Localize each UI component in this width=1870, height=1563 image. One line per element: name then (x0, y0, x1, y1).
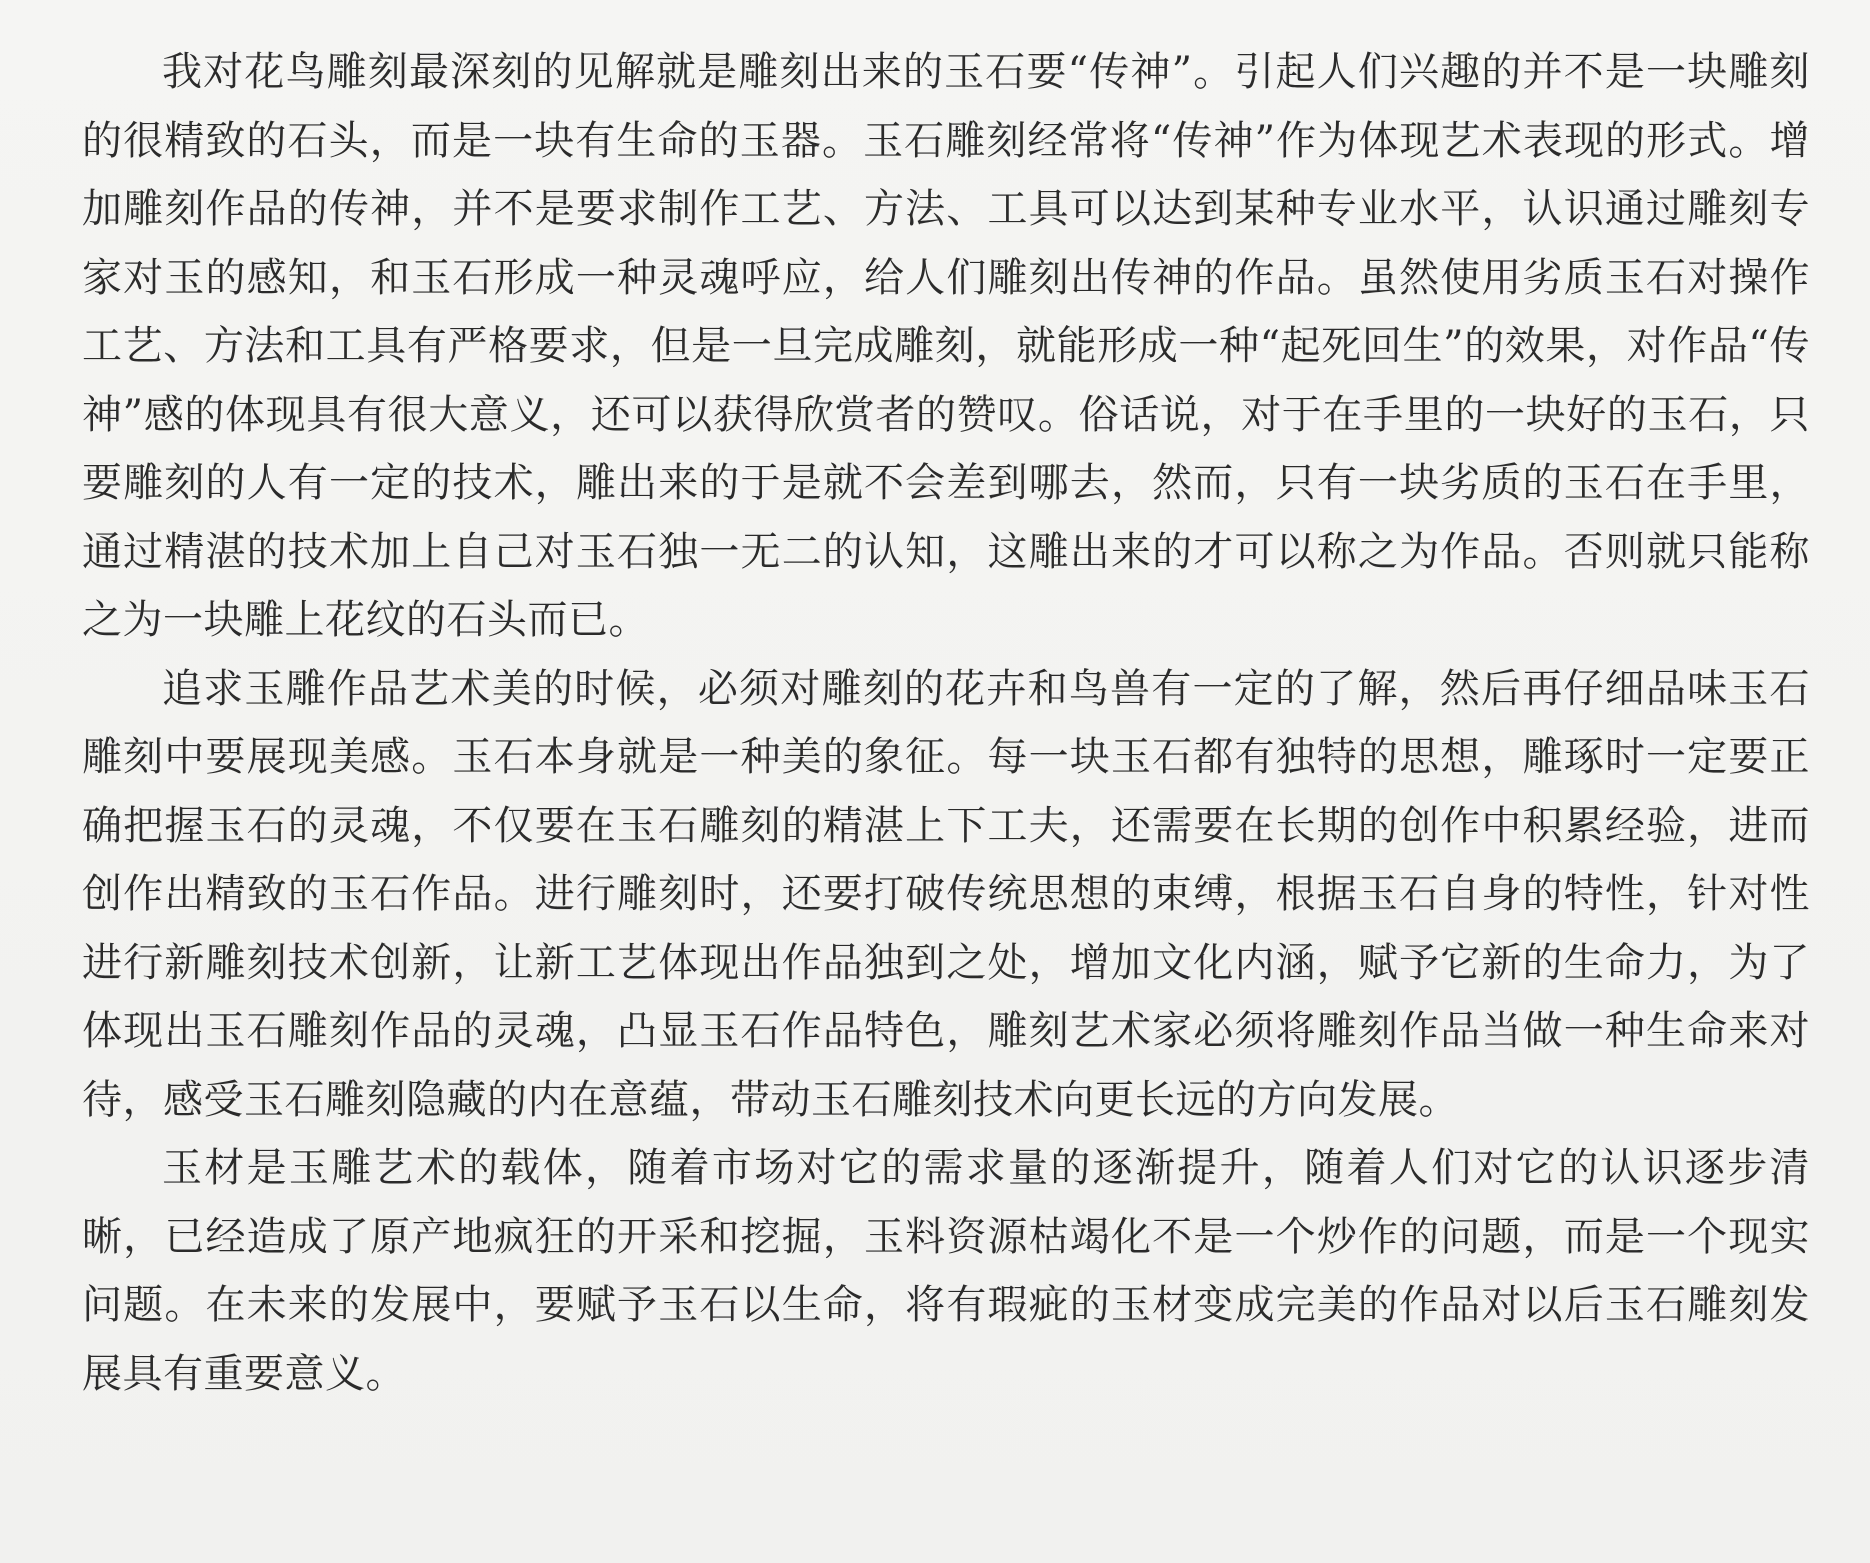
paragraph-2: 追求玉雕作品艺术美的时候，必须对雕刻的花卉和鸟兽有一定的了解，然后再仔细品味玉石雕刻中要展现美感。玉石本身就是一种美的象征。每一块玉石都有独特的思想，雕琢时一定要正确把握玉石的灵魂，不仅要在玉石雕刻的精湛上下工夫，还需要在长期的创作中积累经验，进而创作出精致的玉石作品。进行雕刻时，还要打破传统思想的束缚，根据玉石自身的特性，针对性进行新雕刻技术创新，让新工艺体现出作品独到之处，增加文化内涵，赋予它新的生命力，为了体现出玉石雕刻作品的灵魂，凸显玉石作品特色，雕刻艺术家必须将雕刻作品当做一种生命来对待，感受玉石雕刻隐藏的内在意蕴，带动玉石雕刻技术向更长远的方向发展。 (82, 665, 1810, 1123)
paragraph-3: 玉材是玉雕艺术的载体，随着市场对它的需求量的逐渐提升，随着人们对它的认识逐步清晰，已经造成了原产地疯狂的开采和挖掘，玉料资源枯竭化不是一个炒作的问题，而是一个现实问题。在未来的发展中，要赋予玉石以生命，将有瑕疵的玉材变成完美的作品对以后玉石雕刻发展具有重要意义。 (82, 1145, 1810, 1397)
paragraph-1: 我对花鸟雕刻最深刻的见解就是雕刻出来的玉石要“传神”。引起人们兴趣的并不是一块雕刻的很精致的石头，而是一块有生命的玉器。玉石雕刻经常将“传神”作为体现艺术表现的形式。增加雕刻作品的传神，并不是要求制作工艺、方法、工具可以达到某种专业水平，认识通过雕刻专家对玉的感知，和玉石形成一种灵魂呼应，给人们雕刻出传神的作品。虽然使用劣质玉石对操作工艺、方法和工具有严格要求，但是一旦完成雕刻，就能形成一种“起死回生”的效果，对作品“传神”感的体现具有很大意义，还可以获得欣赏者的赞叹。俗话说，对于在手里的一块好的玉石，只要雕刻的人有一定的技术，雕出来的于是就不会差到哪去，然而，只有一块劣质的玉石在手里，通过精湛的技术加上自己对玉石独一无二的认知，这雕出来的才可以称之为作品。否则就只能称之为一块雕上花纹的石头而已。 (82, 49, 1810, 643)
body-text (82, 38, 1810, 1408)
